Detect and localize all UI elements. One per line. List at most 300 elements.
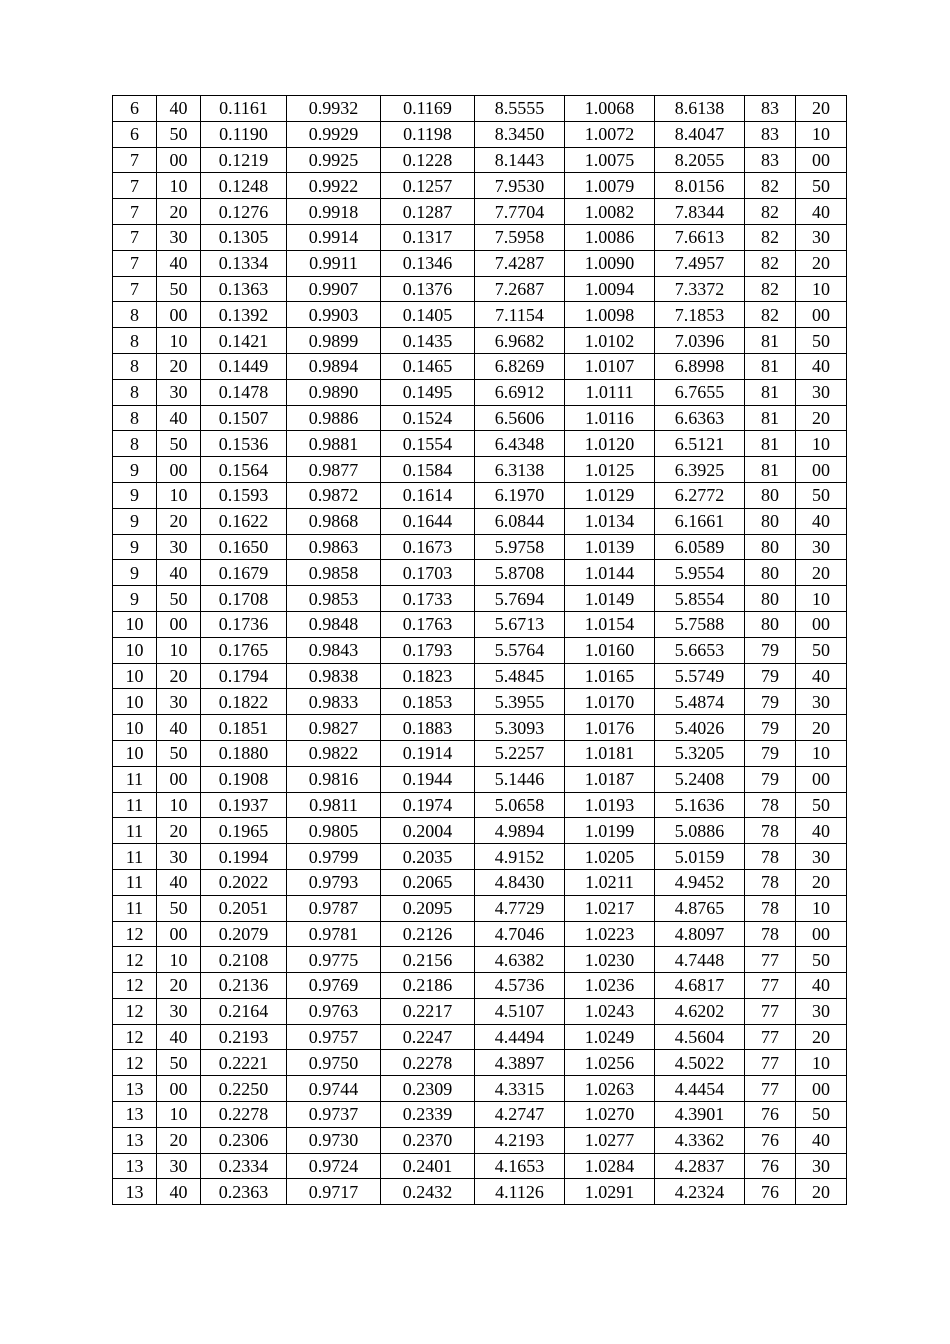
cos-cell: 0.9881 [287,431,381,457]
table-row [113,766,847,792]
csc-cell: 5.7588 [655,611,745,637]
sec-cell: 1.0079 [565,173,655,199]
complement-minutes-cell: 50 [796,947,847,973]
cos-cell: 0.9717 [287,1179,381,1205]
complement-degrees-cell: 83 [745,121,796,147]
minutes-cell: 30 [157,1153,201,1179]
csc-cell: 4.7448 [655,947,745,973]
tan-cell: 0.2126 [381,921,475,947]
minutes-cell: 20 [157,199,201,225]
cos-cell: 0.9724 [287,1153,381,1179]
cot-cell: 8.5555 [475,96,565,122]
cot-cell: 4.7729 [475,895,565,921]
tan-cell: 0.2401 [381,1153,475,1179]
tan-cell: 0.2278 [381,1050,475,1076]
degrees-cell: 11 [113,869,157,895]
cot-cell: 4.7046 [475,921,565,947]
complement-degrees-cell: 77 [745,1050,796,1076]
sec-cell: 1.0125 [565,457,655,483]
csc-cell: 5.8554 [655,586,745,612]
sin-cell: 0.2278 [201,1102,287,1128]
degrees-cell: 9 [113,508,157,534]
degrees-cell: 7 [113,199,157,225]
cot-cell: 4.8430 [475,869,565,895]
sec-cell: 1.0170 [565,689,655,715]
csc-cell: 4.3901 [655,1102,745,1128]
sec-cell: 1.0154 [565,611,655,637]
degrees-cell: 7 [113,173,157,199]
cot-cell: 4.9152 [475,844,565,870]
sin-cell: 0.2164 [201,998,287,1024]
cot-cell: 7.1154 [475,302,565,328]
complement-minutes-cell: 20 [796,250,847,276]
sin-cell: 0.1937 [201,792,287,818]
cos-cell: 0.9922 [287,173,381,199]
csc-cell: 6.7655 [655,379,745,405]
tan-cell: 0.2186 [381,973,475,999]
complement-degrees-cell: 80 [745,534,796,560]
cos-cell: 0.9793 [287,869,381,895]
cos-cell: 0.9744 [287,1076,381,1102]
sin-cell: 0.1965 [201,818,287,844]
complement-minutes-cell: 20 [796,96,847,122]
csc-cell: 7.8344 [655,199,745,225]
csc-cell: 4.3362 [655,1127,745,1153]
minutes-cell: 20 [157,818,201,844]
complement-degrees-cell: 82 [745,224,796,250]
degrees-cell: 8 [113,379,157,405]
degrees-cell: 12 [113,947,157,973]
tan-cell: 0.2370 [381,1127,475,1153]
complement-minutes-cell: 10 [796,121,847,147]
cot-cell: 7.5958 [475,224,565,250]
cot-cell: 6.4348 [475,431,565,457]
sec-cell: 1.0075 [565,147,655,173]
minutes-cell: 30 [157,998,201,1024]
sin-cell: 0.1880 [201,740,287,766]
cos-cell: 0.9769 [287,973,381,999]
cot-cell: 6.6912 [475,379,565,405]
degrees-cell: 11 [113,818,157,844]
tan-cell: 0.2035 [381,844,475,870]
complement-minutes-cell: 20 [796,869,847,895]
cos-cell: 0.9877 [287,457,381,483]
trig-table [112,95,847,1205]
degrees-cell: 10 [113,740,157,766]
degrees-cell: 9 [113,457,157,483]
tan-cell: 0.1944 [381,766,475,792]
cot-cell: 5.9758 [475,534,565,560]
degrees-cell: 9 [113,534,157,560]
cos-cell: 0.9863 [287,534,381,560]
table-row [113,869,847,895]
cos-cell: 0.9827 [287,715,381,741]
cos-cell: 0.9737 [287,1102,381,1128]
cot-cell: 7.9530 [475,173,565,199]
complement-degrees-cell: 82 [745,302,796,328]
sec-cell: 1.0149 [565,586,655,612]
table-row [113,637,847,663]
degrees-cell: 7 [113,224,157,250]
csc-cell: 4.6817 [655,973,745,999]
csc-cell: 5.6653 [655,637,745,663]
table-row [113,457,847,483]
minutes-cell: 10 [157,792,201,818]
cos-cell: 0.9838 [287,663,381,689]
degrees-cell: 10 [113,689,157,715]
minutes-cell: 40 [157,869,201,895]
tan-cell: 0.1495 [381,379,475,405]
degrees-cell: 11 [113,766,157,792]
complement-minutes-cell: 50 [796,173,847,199]
table-row [113,147,847,173]
table-row [113,560,847,586]
csc-cell: 7.4957 [655,250,745,276]
sec-cell: 1.0211 [565,869,655,895]
table-row [113,1024,847,1050]
csc-cell: 5.2408 [655,766,745,792]
csc-cell: 5.3205 [655,740,745,766]
complement-degrees-cell: 81 [745,405,796,431]
table-row [113,973,847,999]
tan-cell: 0.1554 [381,431,475,457]
cos-cell: 0.9903 [287,302,381,328]
sin-cell: 0.1421 [201,328,287,354]
sec-cell: 1.0111 [565,379,655,405]
complement-minutes-cell: 20 [796,560,847,586]
degrees-cell: 9 [113,586,157,612]
minutes-cell: 00 [157,1076,201,1102]
table-row [113,534,847,560]
sec-cell: 1.0090 [565,250,655,276]
degrees-cell: 8 [113,328,157,354]
complement-minutes-cell: 40 [796,663,847,689]
csc-cell: 6.1661 [655,508,745,534]
complement-degrees-cell: 83 [745,96,796,122]
csc-cell: 4.9452 [655,869,745,895]
minutes-cell: 40 [157,405,201,431]
cot-cell: 8.1443 [475,147,565,173]
degrees-cell: 7 [113,276,157,302]
sin-cell: 0.2108 [201,947,287,973]
complement-minutes-cell: 20 [796,1024,847,1050]
degrees-cell: 8 [113,353,157,379]
cot-cell: 4.1653 [475,1153,565,1179]
sec-cell: 1.0284 [565,1153,655,1179]
sec-cell: 1.0160 [565,637,655,663]
complement-minutes-cell: 00 [796,766,847,792]
cos-cell: 0.9730 [287,1127,381,1153]
cos-cell: 0.9853 [287,586,381,612]
cot-cell: 5.3955 [475,689,565,715]
degrees-cell: 7 [113,147,157,173]
minutes-cell: 50 [157,740,201,766]
complement-minutes-cell: 10 [796,895,847,921]
sec-cell: 1.0134 [565,508,655,534]
complement-minutes-cell: 10 [796,431,847,457]
cot-cell: 6.9682 [475,328,565,354]
sin-cell: 0.1190 [201,121,287,147]
sec-cell: 1.0082 [565,199,655,225]
cos-cell: 0.9781 [287,921,381,947]
sin-cell: 0.1478 [201,379,287,405]
degrees-cell: 8 [113,405,157,431]
minutes-cell: 30 [157,534,201,560]
sin-cell: 0.2193 [201,1024,287,1050]
cot-cell: 8.3450 [475,121,565,147]
table-row [113,844,847,870]
complement-degrees-cell: 76 [745,1102,796,1128]
complement-degrees-cell: 76 [745,1127,796,1153]
complement-degrees-cell: 80 [745,611,796,637]
cot-cell: 6.5606 [475,405,565,431]
csc-cell: 5.1636 [655,792,745,818]
complement-degrees-cell: 83 [745,147,796,173]
cot-cell: 7.2687 [475,276,565,302]
degrees-cell: 12 [113,998,157,1024]
tan-cell: 0.2309 [381,1076,475,1102]
sec-cell: 1.0270 [565,1102,655,1128]
complement-minutes-cell: 50 [796,328,847,354]
minutes-cell: 30 [157,844,201,870]
table-row [113,740,847,766]
table-row [113,895,847,921]
tan-cell: 0.1198 [381,121,475,147]
tan-cell: 0.1228 [381,147,475,173]
cot-cell: 4.6382 [475,947,565,973]
tan-cell: 0.1169 [381,96,475,122]
csc-cell: 6.0589 [655,534,745,560]
sin-cell: 0.1363 [201,276,287,302]
cos-cell: 0.9932 [287,96,381,122]
complement-minutes-cell: 10 [796,1050,847,1076]
table-row [113,611,847,637]
minutes-cell: 20 [157,508,201,534]
sin-cell: 0.1593 [201,482,287,508]
sin-cell: 0.1679 [201,560,287,586]
sin-cell: 0.2022 [201,869,287,895]
cos-cell: 0.9907 [287,276,381,302]
table-row [113,715,847,741]
minutes-cell: 50 [157,586,201,612]
cot-cell: 5.8708 [475,560,565,586]
minutes-cell: 40 [157,560,201,586]
minutes-cell: 40 [157,96,201,122]
minutes-cell: 10 [157,328,201,354]
sin-cell: 0.1622 [201,508,287,534]
cos-cell: 0.9914 [287,224,381,250]
cot-cell: 4.3315 [475,1076,565,1102]
sec-cell: 1.0129 [565,482,655,508]
degrees-cell: 8 [113,302,157,328]
table-row [113,921,847,947]
cos-cell: 0.9858 [287,560,381,586]
complement-degrees-cell: 78 [745,818,796,844]
complement-minutes-cell: 30 [796,998,847,1024]
cot-cell: 6.8269 [475,353,565,379]
minutes-cell: 40 [157,1024,201,1050]
cos-cell: 0.9886 [287,405,381,431]
minutes-cell: 00 [157,611,201,637]
complement-degrees-cell: 77 [745,1076,796,1102]
complement-degrees-cell: 78 [745,869,796,895]
complement-degrees-cell: 79 [745,689,796,715]
table-row [113,96,847,122]
degrees-cell: 11 [113,895,157,921]
sec-cell: 1.0249 [565,1024,655,1050]
table-row [113,482,847,508]
complement-minutes-cell: 10 [796,586,847,612]
complement-degrees-cell: 79 [745,637,796,663]
minutes-cell: 20 [157,973,201,999]
complement-degrees-cell: 82 [745,250,796,276]
table-row [113,224,847,250]
sin-cell: 0.2079 [201,921,287,947]
cos-cell: 0.9843 [287,637,381,663]
csc-cell: 6.3925 [655,457,745,483]
cos-cell: 0.9811 [287,792,381,818]
tan-cell: 0.1793 [381,637,475,663]
complement-minutes-cell: 30 [796,379,847,405]
sec-cell: 1.0086 [565,224,655,250]
sin-cell: 0.1765 [201,637,287,663]
table-row [113,1179,847,1205]
sin-cell: 0.1219 [201,147,287,173]
degrees-cell: 13 [113,1076,157,1102]
cot-cell: 4.2747 [475,1102,565,1128]
csc-cell: 7.3372 [655,276,745,302]
cot-cell: 5.6713 [475,611,565,637]
sec-cell: 1.0187 [565,766,655,792]
tan-cell: 0.2095 [381,895,475,921]
tan-cell: 0.1914 [381,740,475,766]
table-row [113,1153,847,1179]
cos-cell: 0.9833 [287,689,381,715]
complement-degrees-cell: 81 [745,379,796,405]
complement-degrees-cell: 81 [745,353,796,379]
degrees-cell: 13 [113,1127,157,1153]
sin-cell: 0.2221 [201,1050,287,1076]
tan-cell: 0.2065 [381,869,475,895]
minutes-cell: 50 [157,431,201,457]
complement-minutes-cell: 30 [796,534,847,560]
sin-cell: 0.1708 [201,586,287,612]
table-row [113,353,847,379]
sin-cell: 0.2136 [201,973,287,999]
table-row [113,379,847,405]
sec-cell: 1.0223 [565,921,655,947]
tan-cell: 0.2156 [381,947,475,973]
sin-cell: 0.1851 [201,715,287,741]
complement-minutes-cell: 40 [796,353,847,379]
cot-cell: 5.5764 [475,637,565,663]
cot-cell: 7.4287 [475,250,565,276]
sin-cell: 0.1822 [201,689,287,715]
complement-minutes-cell: 20 [796,715,847,741]
table-row [113,998,847,1024]
tan-cell: 0.2217 [381,998,475,1024]
tan-cell: 0.1733 [381,586,475,612]
sin-cell: 0.2051 [201,895,287,921]
table-row [113,792,847,818]
cot-cell: 4.5107 [475,998,565,1024]
cot-cell: 5.2257 [475,740,565,766]
sec-cell: 1.0120 [565,431,655,457]
complement-minutes-cell: 30 [796,224,847,250]
degrees-cell: 10 [113,637,157,663]
table-row [113,405,847,431]
cot-cell: 5.4845 [475,663,565,689]
tan-cell: 0.1853 [381,689,475,715]
cos-cell: 0.9890 [287,379,381,405]
degrees-cell: 9 [113,482,157,508]
sec-cell: 1.0193 [565,792,655,818]
csc-cell: 8.4047 [655,121,745,147]
table-row [113,173,847,199]
tan-cell: 0.2004 [381,818,475,844]
complement-degrees-cell: 79 [745,740,796,766]
table-row [113,663,847,689]
csc-cell: 5.4874 [655,689,745,715]
csc-cell: 5.9554 [655,560,745,586]
table-body [113,96,847,1205]
csc-cell: 6.2772 [655,482,745,508]
cos-cell: 0.9868 [287,508,381,534]
tan-cell: 0.1584 [381,457,475,483]
degrees-cell: 11 [113,792,157,818]
sin-cell: 0.1276 [201,199,287,225]
cot-cell: 4.2193 [475,1127,565,1153]
csc-cell: 6.6363 [655,405,745,431]
cos-cell: 0.9799 [287,844,381,870]
minutes-cell: 10 [157,637,201,663]
sec-cell: 1.0165 [565,663,655,689]
cot-cell: 6.0844 [475,508,565,534]
complement-minutes-cell: 00 [796,1076,847,1102]
sin-cell: 0.1334 [201,250,287,276]
complement-degrees-cell: 78 [745,844,796,870]
tan-cell: 0.1287 [381,199,475,225]
sec-cell: 1.0205 [565,844,655,870]
complement-degrees-cell: 80 [745,586,796,612]
minutes-cell: 00 [157,147,201,173]
csc-cell: 4.2837 [655,1153,745,1179]
cos-cell: 0.9872 [287,482,381,508]
minutes-cell: 10 [157,173,201,199]
csc-cell: 6.5121 [655,431,745,457]
complement-degrees-cell: 78 [745,895,796,921]
degrees-cell: 12 [113,973,157,999]
degrees-cell: 12 [113,1050,157,1076]
cot-cell: 5.7694 [475,586,565,612]
tan-cell: 0.1465 [381,353,475,379]
table-row [113,431,847,457]
degrees-cell: 11 [113,844,157,870]
csc-cell: 8.0156 [655,173,745,199]
minutes-cell: 40 [157,250,201,276]
csc-cell: 7.1853 [655,302,745,328]
minutes-cell: 30 [157,379,201,405]
sin-cell: 0.1305 [201,224,287,250]
cot-cell: 4.3897 [475,1050,565,1076]
cot-cell: 4.5736 [475,973,565,999]
cos-cell: 0.9822 [287,740,381,766]
csc-cell: 5.0159 [655,844,745,870]
cot-cell: 7.7704 [475,199,565,225]
sin-cell: 0.1564 [201,457,287,483]
cot-cell: 5.0658 [475,792,565,818]
degrees-cell: 13 [113,1102,157,1128]
